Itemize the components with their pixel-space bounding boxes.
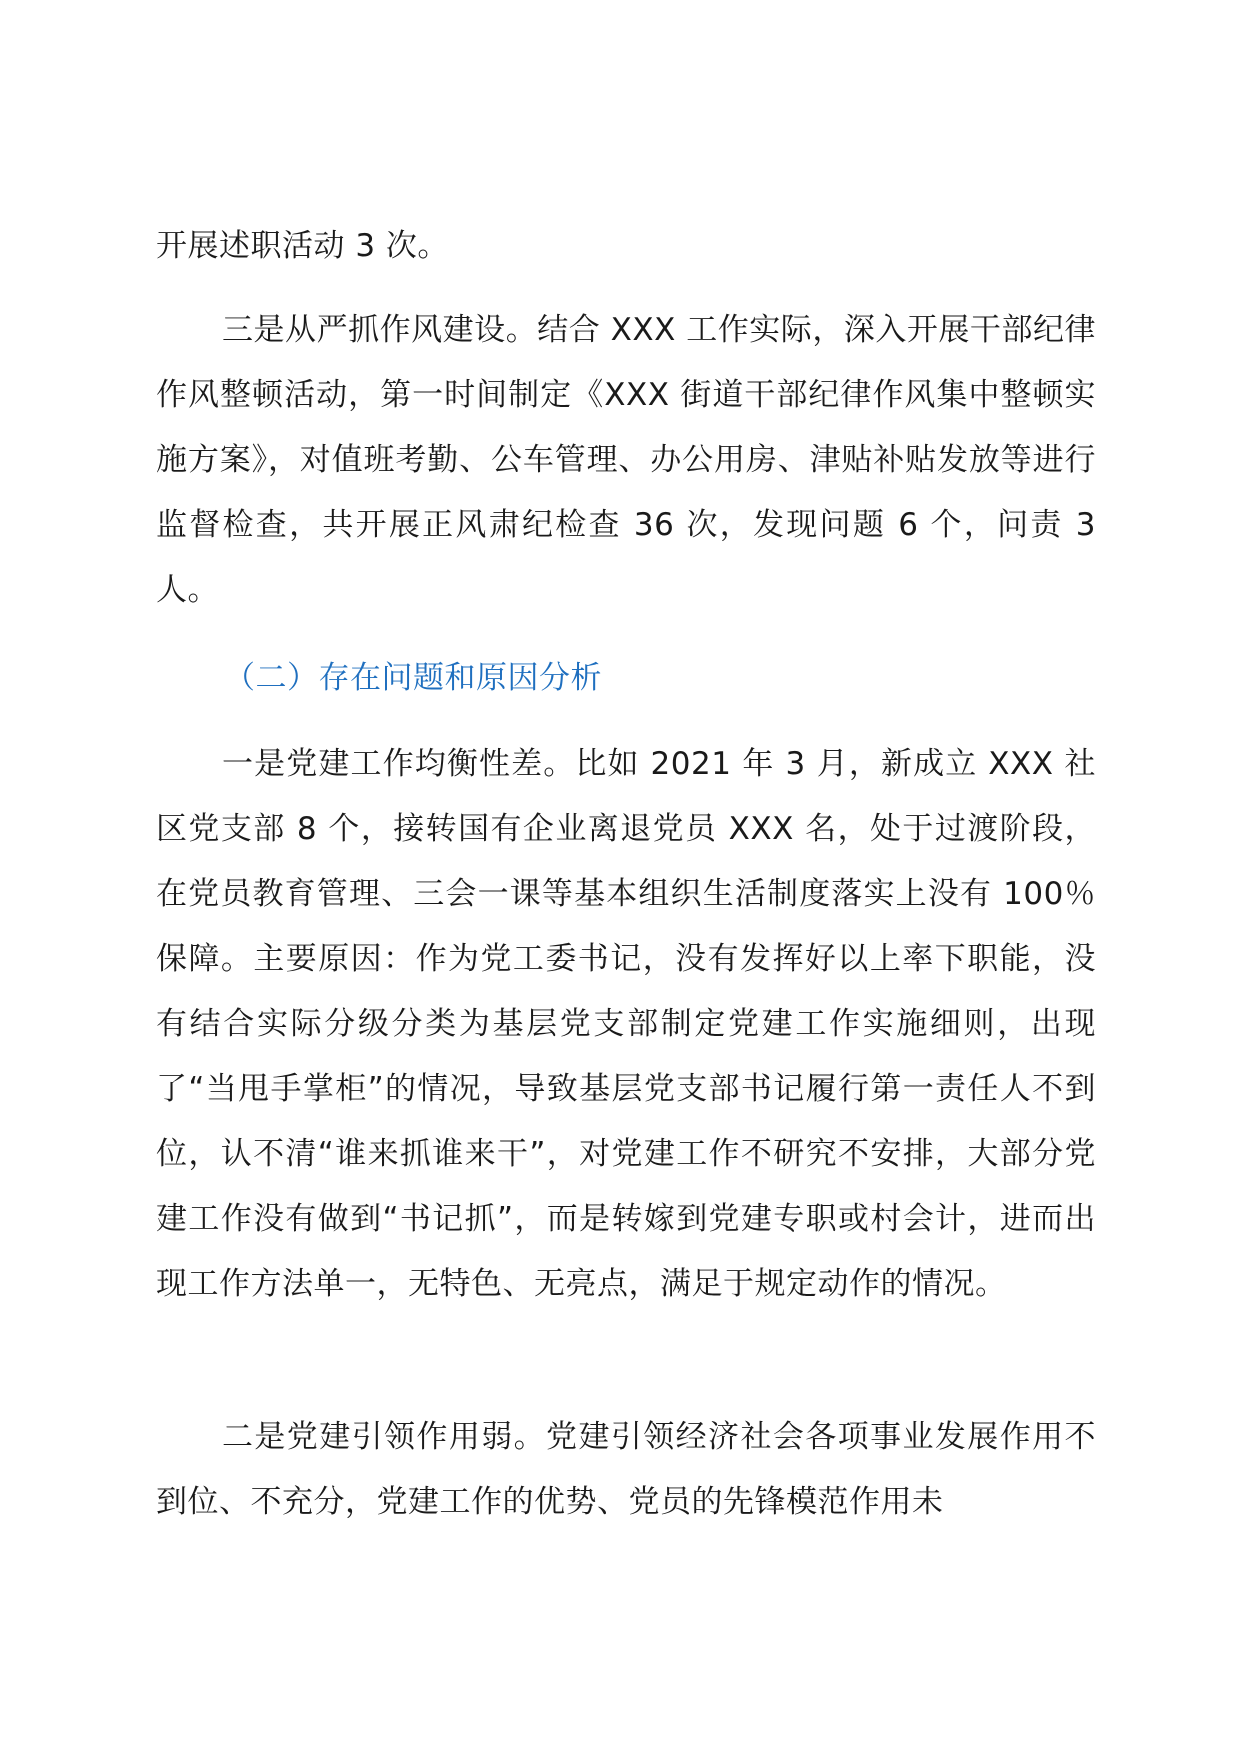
section-heading: （二）存在问题和原因分析: [224, 660, 602, 696]
paragraph-party-balance: 一是党建工作均衡性差。比如 2021 年 3 月，新成立 XXX 社区党支部 8 个，接转国有企业离退党员 XXX 名，处于过渡阶段，在党员教育管理、三会一课等基本组织生活制度落实上没有 100％保障。主要原因：作为党工委书记，没有发挥好以上率下职能，没有结合实际分级分类为基层党支部制定党建工作实施细则，出现了“当甩手掌柜”的情况，导致基层党支部书记履行第一责任人不到位，认不清“谁来抓谁来干”，对党建工作不研究不安排，大部分党建工作没有做到“书记抓”，而是转嫁到党建专职或村会计，进而出现工作方法单一，无特色、无亮点，满足于规定动作的情况。: [156, 746, 1096, 1302]
paragraph-party-leadership: 二是党建引领作用弱。党建引领经济社会各项事业发展作用不到位、不充分，党建工作的优势、党员的先锋模范作用未: [156, 1419, 1096, 1520]
paragraph-continuation: 开展述职活动 3 次。: [156, 228, 449, 264]
paragraph-style-construction: 三是从严抓作风建设。结合 XXX 工作实际，深入开展干部纪律作风整顿活动，第一时间制定《XXX 街道干部纪律作风集中整顿实施方案》，对值班考勤、公车管理、办公用房、津贴补贴发放等进行监督检查，共开展正风肃纪检查 36 次，发现问题 6 个，问责 3 人。: [156, 312, 1096, 608]
